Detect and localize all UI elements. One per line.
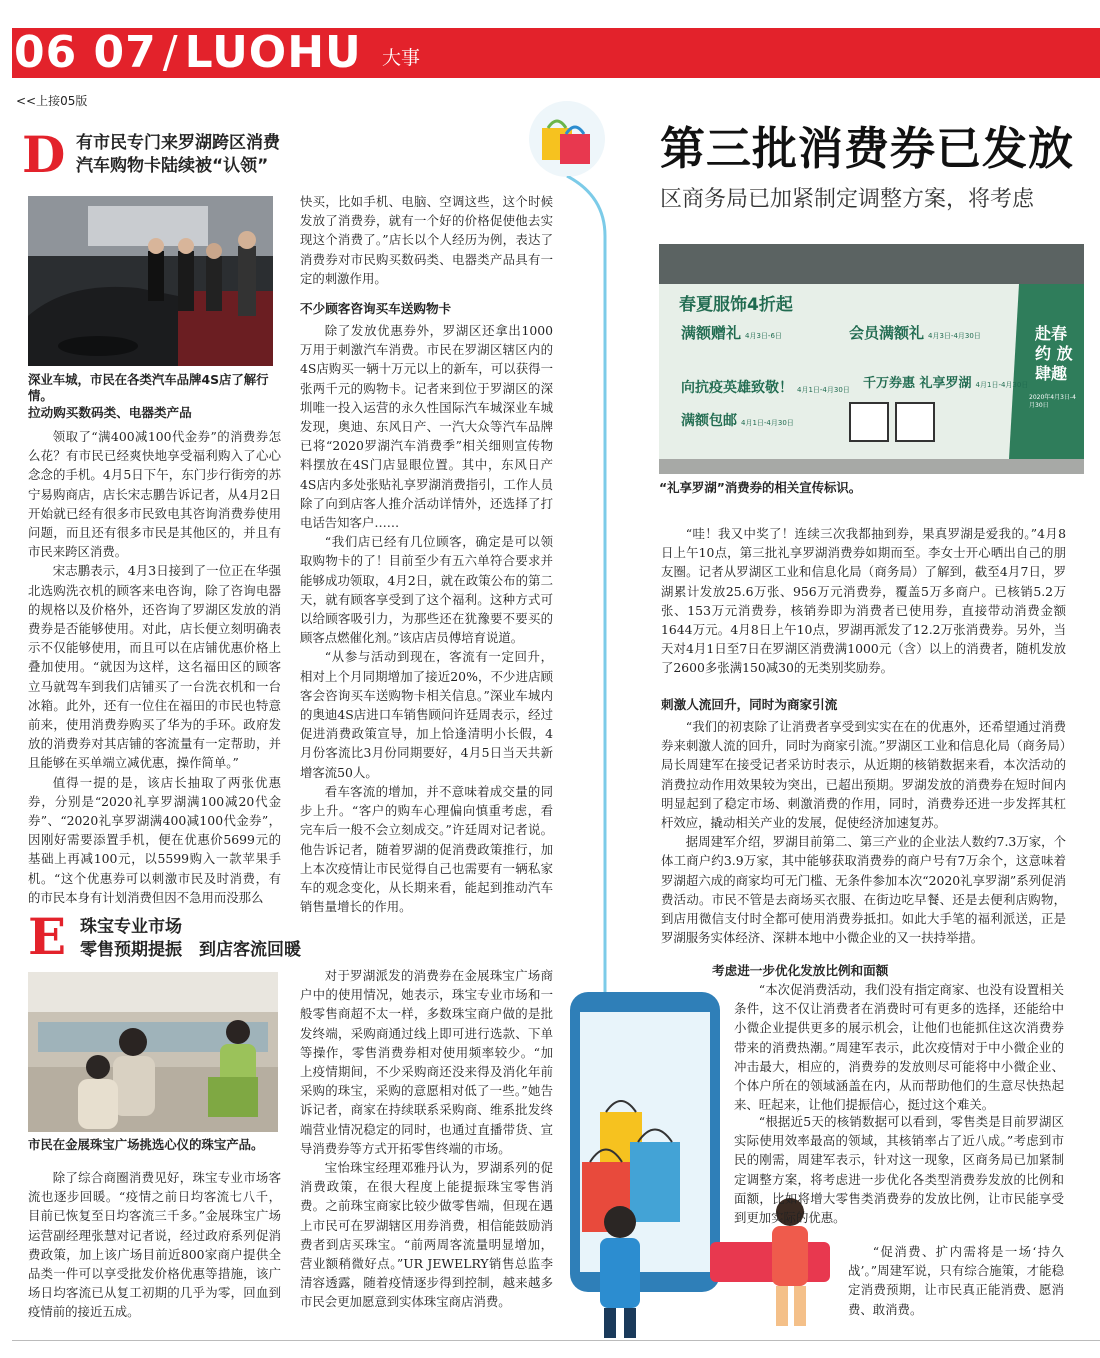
connector-line [565,176,611,996]
billboard-title: 春夏服饰4折起 [679,295,793,315]
main-column-bottom-b [734,1112,1064,1227]
continued-label: <<上接05版 [16,94,88,108]
paragraph: 宋志鹏表示，4月3日接到了一位正在华强北选购洗衣机的顾客来电咨询，除了咨询电器的规格以及价格外，还咨询了罗湖区发放的消费券是否能够使用。对此，店长便立刻明确表示不仅能够使用，而且可以在店铺优惠价格上叠加使用。“就因为这样，这名福田区的顾客立马就驾车到我们店铺买了一台洗衣机和一台冰箱。此外，还有一位住在福田的市民也特意前来，使用消费券购买了华为的手环。政府发放的消费券对其店铺的客流量有一定帮助，并且能够在买单端立减优惠，操作简单。” [28,563,281,771]
subhead-car: 不少顾客咨询买车送购物卡 [300,301,452,317]
banner-page-numbers: 06 07 / LUOHU [14,27,362,78]
billboard-coupon: 千万券惠 礼享罗湖 4月1日-4月30日 [863,376,1029,391]
billboard-heroes: 向抗疫英雄致敬！ 4月1日-4月30日 [681,380,850,396]
jewelry-photo-caption: 市民在金展珠宝广场挑选心仪的珠宝产品。 [28,1137,264,1152]
main-column-bottom-a [734,980,1064,1114]
section-d-title [76,132,280,178]
promo-billboard-photo [659,244,1084,474]
qr-code-icon [895,402,935,442]
paragraph: 除了综合商圈消费见好，珠宝专业市场客流也逐步回暖。“疫情之前日均客流七八千，目前已恢复至日均客流三千多。”金展珠宝广场运营副经理张慧对记者说，经过政府系列促消费政策，加上该广场目前近800家商户提供全品类一件可以享受批发价格优惠等措施，该广场日均客流已从复工初期的几乎为零，回血到疫情前的接近五成。 [28,1170,281,1320]
paragraph: “促消费、扩内需将是一场‘持久战’。”周建军说，只有综合施策，才能稳定消费预期，让市民真正能消费、愿消费、敢消费。 [848,1244,1064,1317]
section-e-title [80,916,301,962]
main-column-bottom-c [848,1242,1064,1319]
main-headline: 第三批消费券已发放 [660,122,1075,175]
paragraph: “我们的初衷除了让消费者享受到实实在在的优惠外，还希望通过消费券来刺激人流的回升，同时为商家引流。”罗湖区工业和信息化局（商务局）局长周建军在接受记者采访时表示，从近期的核销数据来看，本次活动的消费拉动作用效果较为突出，已超出预期。罗湖发放的消费券在短时间内明显起到了稳定市场、刺激消费的作用，同时，消费券还进一步发挥其杠杆效应，撬动相关产业的发展，促使经济加速复苏。 [661,719,1066,831]
section-e-column-2 [300,966,553,1312]
section-d-column-2 [300,192,553,916]
paragraph: “从参与活动到现在，客流有一定回升，相对上个月同期增加了接近20%，不少进店顾客会咨询买车送购物卡相关信息。”深业车城内的奥迪4S店进口车销售顾问许廷周表示，经过促进消费政策宣导，加上恰逢清明小长假，4月份客流比3月份同期要好，4月5日当天共新增客流50人。 [300,649,553,780]
paragraph: 值得一提的是，该店长抽取了两张优惠券，分别是“2020礼享罗湖满100减20代金券”、“2020礼享罗湖满400减100代金券”，因刚好需要添置手机，便在优惠价5699元的基础上再减100元，以5599购入一款苹果手机。“这个优惠券可以刺激市民及时消费，有的市民本身有计划消费但因不急用而没那么 [28,774,281,905]
paragraph: 除了发放优惠券外，罗湖区还拿出1000万用于刺激汽车消费。市民在罗湖区辖区内的4S店购买一辆十万元以上的新车，可以获得一张两千元的购物卡。记者来到位于罗湖区的深圳唯一投入运营的永久性国际汽车城深业车城发现，奥迪、东风日产、一汽大众等汽车品牌已将“2020罗湖汽车消费季”相关细则宣传物料摆放在4S门店显眼位置。其中，东风日产4S店内多处张贴礼享罗湖消费指引，工作人员除了向到店客人推介活动详情外，还选择了打电话告知客户…… [300,323,553,531]
section-e-column-1 [28,1168,281,1322]
subhead-digital: 拉动购买数码类、电器类产品 [28,405,192,420]
main-subhead: 区商务局已加紧制定调整方案，将考虑 [660,187,1035,212]
car-showroom-photo [28,196,273,366]
banner-tag: 大事 [382,47,421,69]
shopping-bag-icon [528,100,606,178]
billboard-caption: “礼享罗湖”消费券的相关宣传标识。 [659,480,862,495]
billboard-gift: 满额赠礼 4月3日-6日 [681,324,782,342]
section-d-title-line1: 有市民专门来罗湖跨区消费 [76,133,280,153]
section-d-title-line2: 汽车购物卡陆续被“认领” [76,156,269,176]
paragraph: 看车客流的增加，并不意味着成交量的同步上升。“客户的购车心理偏向慎重考虑，看完车后一般不会立刻成交。”许廷周对记者说。他告诉记者，随着罗湖的促消费政策推行，加上本次疫情让市民觉得自己也需要有一辆私家车的观念变化，从长期来看，能起到推动汽车销售量增长的作用。 [300,783,553,915]
section-e-title-line1: 珠宝专业市场 [80,917,182,937]
paragraph: 对于罗湖派发的消费券在金展珠宝广场商户中的使用情况，她表示，珠宝专业市场和一般零售商超不太一样，多数珠宝商户做的是批发终端，采购商通过线上即可进行选款、下单等操作，零售消费券相对使用频率较少。“加上疫情期间，不少采购商还没来得及消化年前采购的珠宝，采购的意愿相对低了一些。”她告诉记者，商家在持续联系采购商、维系批发终端营业情况稳定的同时，也通过直播带货、宣导消费券等方式开拓零售终端的市场。 [300,968,553,1156]
billboard-side-slogan: 赴春约 放肆趣 [1035,324,1073,383]
paragraph: “根据近5天的核销数据可以看到，零售类是目前罗湖区实际使用效率最高的领域，其核销率占了近八成。”考虑到市民的刚需，周建军表示，针对这一现象，区商务局已加紧制定调整方案，将考虑进一步优化各类型消费券发放的比例和面额，比如将增大零售类消费券的发放比例，让市民能享受到更加实际的优惠。 [734,1114,1064,1226]
paragraph: 宝怡珠宝经理邓雅丹认为，罗湖系列的促消费政策，在很大程度上能提振珠宝零售消费。之前珠宝商家比较少做零售端，但现在遇上市民可在罗湖辖区用券消费，相信能鼓励消费者到店买珠宝。“前两周客流量明显增加，营业额稍微好点。”UR JEWELRY销售总监李清容透露，随着疫情逐步得到控制，越来越多市民会更加愿意到实体珠宝商店消费。 [300,1160,553,1310]
subhead-traffic: 刺激人流回升，同时为商家引流 [661,697,838,712]
main-column-top [661,524,1066,678]
billboard-member: 会员满额礼 4月3日-4月30日 [849,324,981,342]
paragraph: “哇！我又中奖了！连续三次我都抽到券，果真罗湖是爱我的。”4月8日上午10点，第三批礼享罗湖消费券如期而至。李女士开心晒出自己的朋友圈。记者从罗湖区工业和信息化局（商务局）了解到，截至4月7日，罗湖累计发放25.6万张、956万元消费券，覆盖5万多商户。已核销5.2万张、153万元消费券，核销券即为消费者已使用券，直接带动消费金额1644万元。4月8日上午10点，罗湖再派发了12.2万张消费券。另外，当天对4月1日至7日在罗湖区消费满1000元（含）以上的消费者，随机发放了2600多张满150减30的无类别奖励券。 [661,526,1066,676]
subhead-optimize: 考虑进一步优化发放比例和面额 [712,963,889,978]
paragraph: 领取了“满400减100代金券”的消费券怎么花？有市民已经爽快地享受福利购入了心心念念的手机。4月5日下午，东门步行街旁的苏宁易购商店，店长宋志鹏告诉记者，从4月2日开始就已经有很多市民致电其咨询消费券使用问题，而且还有很多市民是其他区的，并且有市民来跨区消费。 [28,429,281,560]
billboard-shipping: 满额包邮 4月1日-4月30日 [681,413,794,429]
section-e-letter: E [28,907,67,966]
section-e-title-line2: 零售预期提振 到店客流回暖 [80,940,301,960]
paragraph: 据周建军介绍，罗湖目前第二、第三产业的企业法人数约7.3万家，个体工商户约3.9万家，其中能够获取消费券的商户号有7万余个，这意味着罗湖超六成的商家均可无门槛、无条件参加本次“2020礼享罗湖”系列促消费活动。市民不管是去商场买衣服、在街边吃早餐、还是去便利店购物，到店用微信支付时全都可使用消费券抵扣。如此大手笔的福利派送，正是罗湖服务实体经济、深耕本地中小微企业的又一扶持举措。 [661,834,1066,946]
paragraph: “本次促消费活动，我们没有指定商家、也没有设置相关条件，这不仅让消费者在消费时可有更多的选择，还能给中小微企业提供更多的展示机会，让他们也能抓住这次消费券带来的消费热潮。”周建军表示，此次疫情对于中小微企业的冲击最大，相应的，消费券的发放则尽可能将中小微企业、个体户所在的领域涵盖在内，从而帮助他们的生意尽快热起来、旺起来，让他们提振信心，挺过这个难关。 [734,982,1064,1113]
jewelry-market-photo [28,972,278,1132]
billboard-side-date: 2020年4月3日-4月30日 [1029,394,1076,409]
paragraph: 快买，比如手机、电脑、空调这些，这个时候发放了消费券，就有一个好的价格促使他去实现这个消费了。”店长以个人经历为例，表达了消费券对市民购买数码类、电器类产品具有一定的刺激作用。 [300,194,553,286]
main-column-middle [661,694,1066,947]
bottom-rule [12,1340,1100,1341]
qr-code-icon [849,402,889,442]
paragraph: “我们店已经有几位顾客，确定是可以领取购物卡的了！目前至少有五六单符合要求并能够成功领取，4月2日，就在政策公布的第二天，就有顾客享受到了这个福利。这种方式可以给顾客吸引力，为那些还在犹豫要不要买的顾客点燃催化剂。”该店店员傅培育说道。 [300,534,553,646]
section-d-column-1 [28,402,281,907]
section-d-letter: D [22,125,66,184]
car-photo-caption: 深业车城，市民在各类汽车品牌4S店了解行情。 [28,372,269,403]
